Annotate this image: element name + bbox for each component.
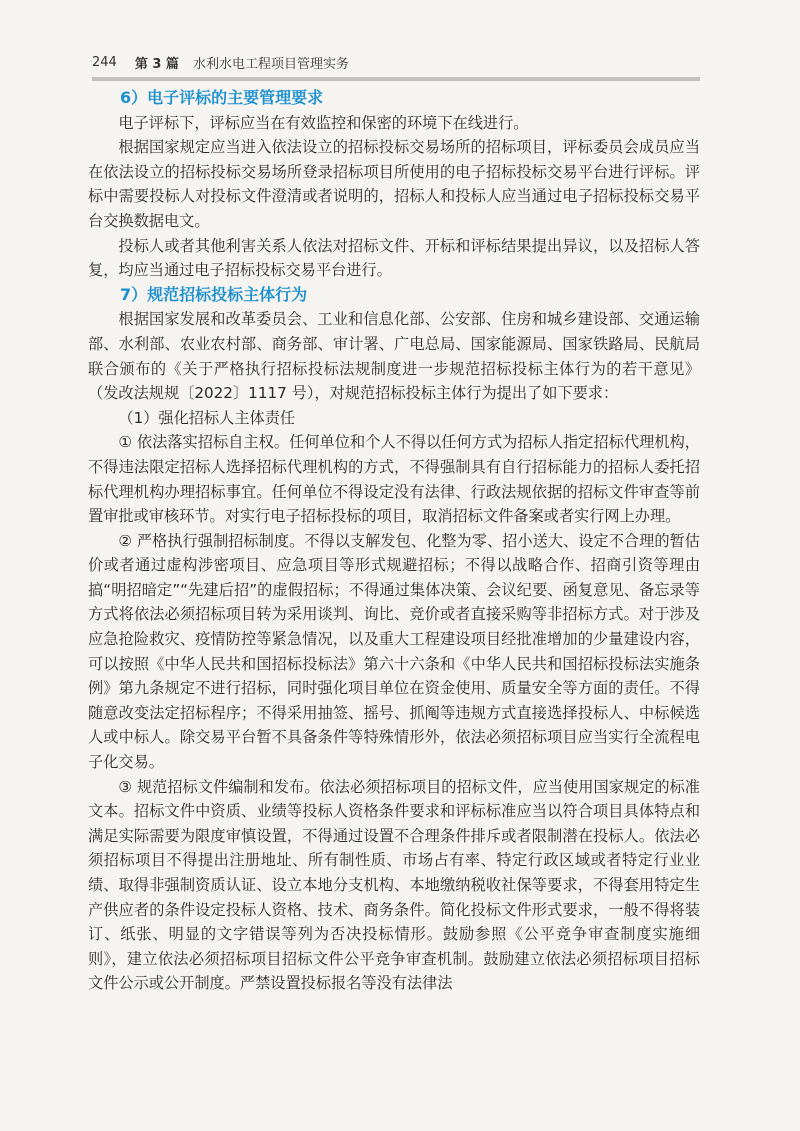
body-paragraph: 投标人或者其他利害关系人依法对招标文件、开标和评标结果提出异议，以及招标人答复，均应当通过电子招标投标交易平台进行。 [88,236,700,280]
section-heading: 6）电子评标的主要管理要求 [120,88,324,107]
header-rule [92,77,700,81]
list-item: ③ 规范招标文件编制和发布。依法必须招标项目的招标文件，应当使用国家规定的标准文本。招标文件中资质、业绩等投标人资格条件要求和评标标准应当以符合项目具体特点和满足实际需要为限度审慎设置，不得通过设置不合理条件排斥或者限制潜在投标人。依法必须招标项目不得提出注册地址、所有制性质、市场占有率、特定行政区域或者特定行业业绩、取得非强制资质认证、设立本地分支机构、本地缴纳税收社保等要求，不得套用特定生产供应者的条件设定投标人资格、技术、商务条件。简化投标文件形式要求，一般不得将装订、纸张、明显的文字错误等列为否决投标情形。鼓励参照《公平竞争审查制度实施细则》，建立依法必须招标项目招标文件公平竞争审查机制。鼓励建立依法必须招标项目招标文件公示或公开制度。严禁设置投标报名等没有法律法 [88,777,700,993]
body-paragraph: 电子评标下，评标应当在有效监控和保密的环境下在线进行。 [118,113,529,132]
subsection-heading: （1）强化招标人主体责任 [118,408,296,427]
page-number: 244 [92,54,117,70]
list-item: ② 严格执行强制招标制度。不得以支解发包、化整为零、招小送大、设定不合理的暂估价或者通过虚构涉密项目、应急项目等形式规避招标；不得以战略合作、招商引资等理由搞“明招暗定”“先建后招”的虚假招标；不得通过集体决策、会议纪要、函复意见、备忘录等方式将依法必须招标项目转为采用谈判、询比、竞价或者直接采购等非招标方式。对于涉及应急抢险救灾、疫情防控等紧急情况，以及重大工程建设项目经批准增加的少量建设内容，可以按照《中华人民共和国招标投标法》第六十六条和《中华人民共和国招标投标法实施条例》第九条规定不进行招标，同时强化项目单位在资金使用、质量安全等方面的责任。不得随意改变法定招标程序；不得采用抽签、摇号、抓阄等违规方式直接选择投标人、中标候选人或中标人。除交易平台暂不具备条件等特殊情形外，依法必须招标项目应当实行全流程电子化交易。 [88,531,700,772]
list-item: ① 依法落实招标自主权。任何单位和个人不得以任何方式为招标人指定招标代理机构，不得违法限定招标人选择招标代理机构的方式，不得强制具有自行招标能力的招标人委托招标代理机构办理招标事宜。任何单位不得设定没有法律、行政法规依据的招标文件审查等前置审批或审核环节。对实行电子招标投标的项目，取消招标文件备案或者实行网上办理。 [88,433,700,526]
page-body [88,86,700,996]
part-label: 第 3 篇 [134,56,179,72]
running-header [92,50,349,74]
body-paragraph: 根据国家发展和改革委员会、工业和信息化部、公安部、住房和城乡建设部、交通运输部、水利部、农业农村部、商务部、审计署、广电总局、国家能源局、国家铁路局、民航局联合颁布的《关于严格执行招标投标法规制度进一步规范招标投标主体行为的若干意见》（发改法规规〔2022〕1117 号），对规范招标投标主体行为提出了如下要求： [88,310,700,403]
book-title: 水利水电工程项目管理实务 [192,56,349,72]
section-heading: 7）规范招标投标主体行为 [120,284,308,304]
body-paragraph: 根据国家规定应当进入依法设立的招标投标交易场所的招标项目，评标委员会成员应当在依法设立的招标投标交易场所登录招标项目所使用的电子招标投标交易平台进行评标。评标中需要投标人对投标文件澄清或者说明的，招标人和投标人应当通过电子招标投标交易平台交换数据电文。 [88,138,700,230]
